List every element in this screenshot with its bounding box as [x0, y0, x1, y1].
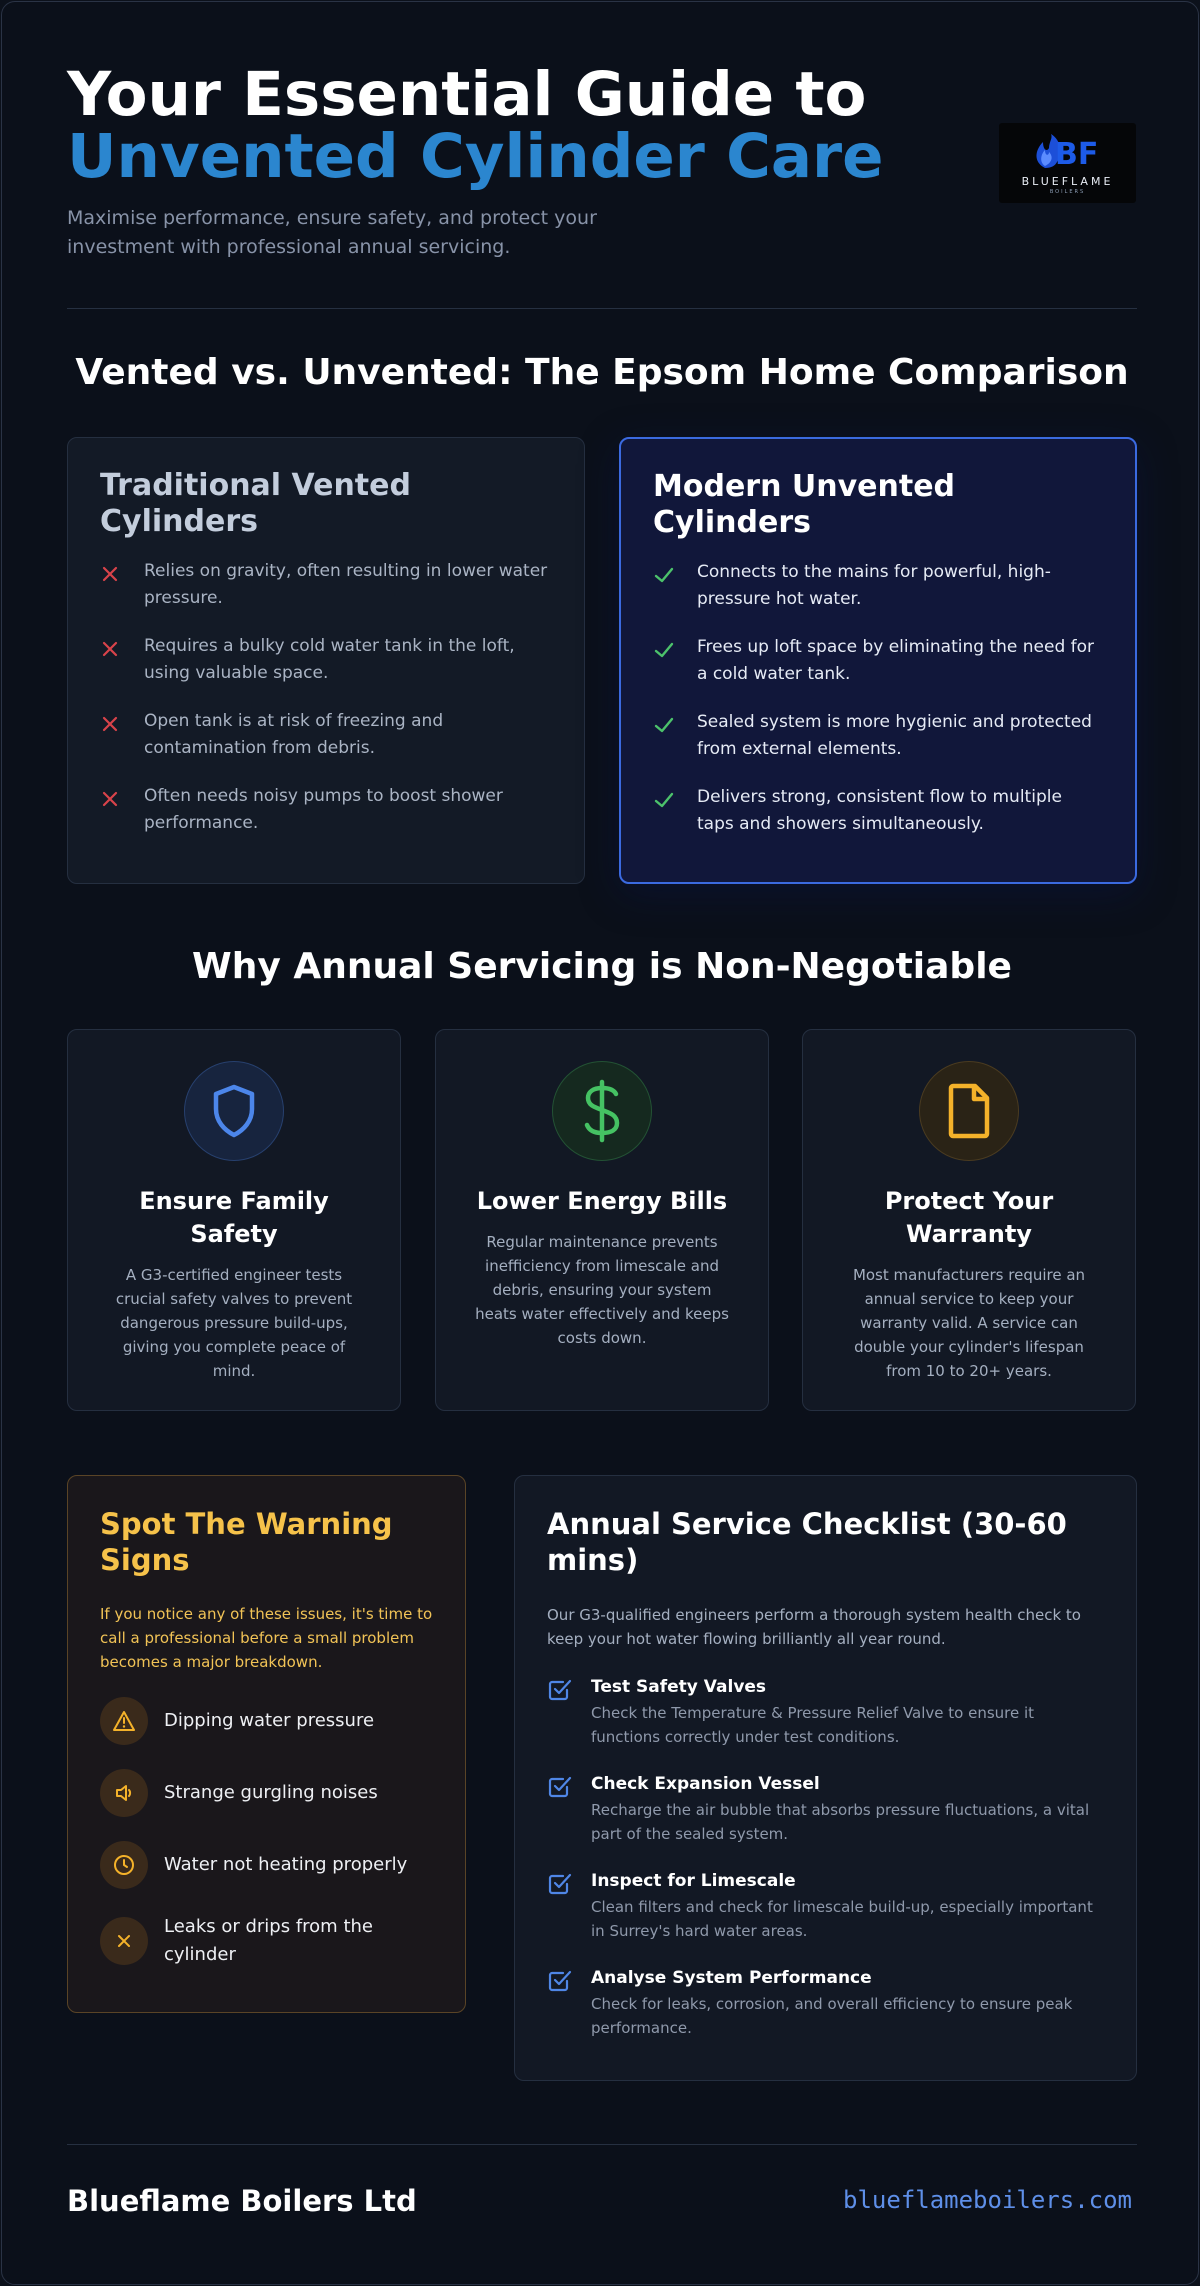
why-card-text: A G3-certified engineer tests crucial safety valves to prevent dangerous pressure build-ups, giving you complete peace of mind. [115, 1266, 353, 1380]
warning-card [67, 1475, 466, 2013]
checklist-item-desc: Clean filters and check for limescale build-up, especially important in Surrey's hard water areas. [591, 1898, 1093, 1940]
page-frame [1, 1, 1199, 2285]
list-item-text: Leaks or drips from the cylinder [164, 1916, 373, 1965]
warning-card-title: Spot The Warning Signs [100, 1507, 393, 1577]
why-card-warranty [802, 1029, 1136, 1411]
clock-icon [100, 1841, 148, 1889]
why-card-text: Most manufacturers require an annual service to keep your warranty valid. A service can double your cylinder's lifespan from 10 to 20+ years. [852, 1266, 1086, 1380]
list-item [100, 558, 552, 612]
list-item-text: Connects to the mains for powerful, high-pressure hot water. [697, 562, 1051, 609]
warning-triangle-icon [100, 1697, 148, 1745]
logo-tagline-text: BOILERS [1049, 188, 1086, 195]
checkbox-checked-icon [547, 1772, 591, 1804]
vented-list [100, 558, 552, 837]
list-item [100, 783, 552, 837]
checklist-item-desc: Check for leaks, corrosion, and overall efficiency to ensure peak performance. [591, 1995, 1073, 2037]
why-card-title: Lower Energy Bills [476, 1187, 728, 1215]
checklist-item-title: Test Safety Valves [591, 1677, 767, 1697]
unvented-list [653, 559, 1103, 838]
flame-logo-icon [1031, 132, 1105, 172]
vented-card [67, 437, 585, 884]
list-item [653, 709, 1103, 763]
checklist-card-intro: Our G3-qualified engineers perform a thorough system health check to keep your hot water flowing brilliantly all year round. [547, 1606, 1081, 1648]
cross-icon [100, 633, 144, 663]
checklist-item-title: Inspect for Limescale [591, 1871, 796, 1891]
page-title-line2: Unvented Cylinder Care [67, 121, 884, 192]
shield-icon [184, 1061, 284, 1161]
checklist-item-desc: Recharge the air bubble that absorbs pressure fluctuations, a vital part of the sealed system. [591, 1801, 1090, 1843]
checklist-card-title: Annual Service Checklist (30-60 mins) [547, 1507, 1067, 1577]
why-card-safety [67, 1029, 401, 1411]
cross-icon [100, 783, 144, 813]
checklist-item [547, 1966, 1104, 2040]
x-icon [100, 1917, 148, 1965]
why-card-energy [435, 1029, 769, 1411]
list-item [653, 559, 1103, 613]
logo-brand-text: BLUEFLAME [1021, 174, 1114, 188]
footer-divider [67, 2144, 1137, 2145]
dollar-icon [552, 1061, 652, 1161]
list-item [100, 1697, 433, 1745]
checklist-card [514, 1475, 1137, 2081]
why-card-title: Ensure Family Safety [139, 1187, 329, 1248]
divider [67, 308, 1137, 309]
check-icon [653, 634, 697, 664]
list-item-text: Delivers strong, consistent flow to multiple taps and showers simultaneously. [697, 787, 1062, 834]
checklist-item-desc: Check the Temperature & Pressure Relief Valve to ensure it functions correctly under test conditions. [591, 1704, 1035, 1746]
list-item [653, 784, 1103, 838]
checkbox-checked-icon [547, 1675, 591, 1707]
speaker-icon [100, 1769, 148, 1817]
list-item-text: Relies on gravity, often resulting in lower water pressure. [144, 561, 548, 608]
why-card-text: Regular maintenance prevents inefficiency from limescale and debris, ensuring your system heats water effectively and keeps costs down. [475, 1233, 729, 1347]
vented-card-title: Traditional Vented Cylinders [100, 468, 411, 539]
list-item-text: Requires a bulky cold water tank in the loft, using valuable space. [144, 636, 515, 683]
check-icon [653, 559, 697, 589]
list-item [100, 1913, 433, 1969]
checklist-item [547, 1675, 1104, 1749]
why-card-title: Protect Your Warranty [884, 1187, 1054, 1248]
footer-website-link[interactable]: blueflameboilers.com [843, 2186, 1132, 2214]
checklist [547, 1675, 1104, 2040]
list-item [100, 1841, 433, 1889]
checkbox-checked-icon [547, 1869, 591, 1901]
checkbox-checked-icon [547, 1966, 591, 1998]
comparison-title: Vented vs. Unvented: The Epsom Home Comparison [75, 352, 1129, 393]
cross-icon [100, 558, 144, 588]
check-icon [653, 784, 697, 814]
list-item-text: Often needs noisy pumps to boost shower performance. [144, 786, 503, 833]
unvented-card [619, 437, 1137, 884]
check-icon [653, 709, 697, 739]
checklist-item-title: Check Expansion Vessel [591, 1774, 820, 1794]
list-item [100, 633, 552, 687]
page-subtitle: Maximise performance, ensure safety, and protect your investment with professional annual servicing. [67, 207, 597, 258]
checklist-item [547, 1869, 1104, 1943]
list-item-text: Open tank is at risk of freezing and contamination from debris. [144, 711, 444, 758]
why-title: Why Annual Servicing is Non-Negotiable [192, 946, 1012, 987]
list-item [100, 708, 552, 762]
list-item-text: Frees up loft space by eliminating the need for a cold water tank. [697, 637, 1095, 684]
list-item-text: Dipping water pressure [164, 1710, 375, 1731]
warning-card-intro: If you notice any of these issues, it's time to call a professional before a small problem becomes a major breakdown. [100, 1605, 433, 1671]
list-item [100, 1769, 433, 1817]
list-item-text: Sealed system is more hygienic and protected from external elements. [697, 712, 1092, 759]
page-title-line1: Your Essential Guide to [67, 59, 867, 130]
unvented-card-title: Modern Unvented Cylinders [653, 469, 956, 540]
footer-company-name: Blueflame Boilers Ltd [67, 2184, 417, 2218]
list-item-text: Water not heating properly [164, 1854, 408, 1875]
blueflame-logo [999, 123, 1136, 203]
cross-icon [100, 708, 144, 738]
document-icon [919, 1061, 1019, 1161]
page-title [67, 59, 884, 192]
checklist-item-title: Analyse System Performance [591, 1968, 872, 1988]
warning-list [100, 1697, 433, 1969]
checklist-item [547, 1772, 1104, 1846]
list-item [653, 634, 1103, 688]
list-item-text: Strange gurgling noises [164, 1782, 378, 1803]
svg-text:BF: BF [1054, 136, 1098, 172]
